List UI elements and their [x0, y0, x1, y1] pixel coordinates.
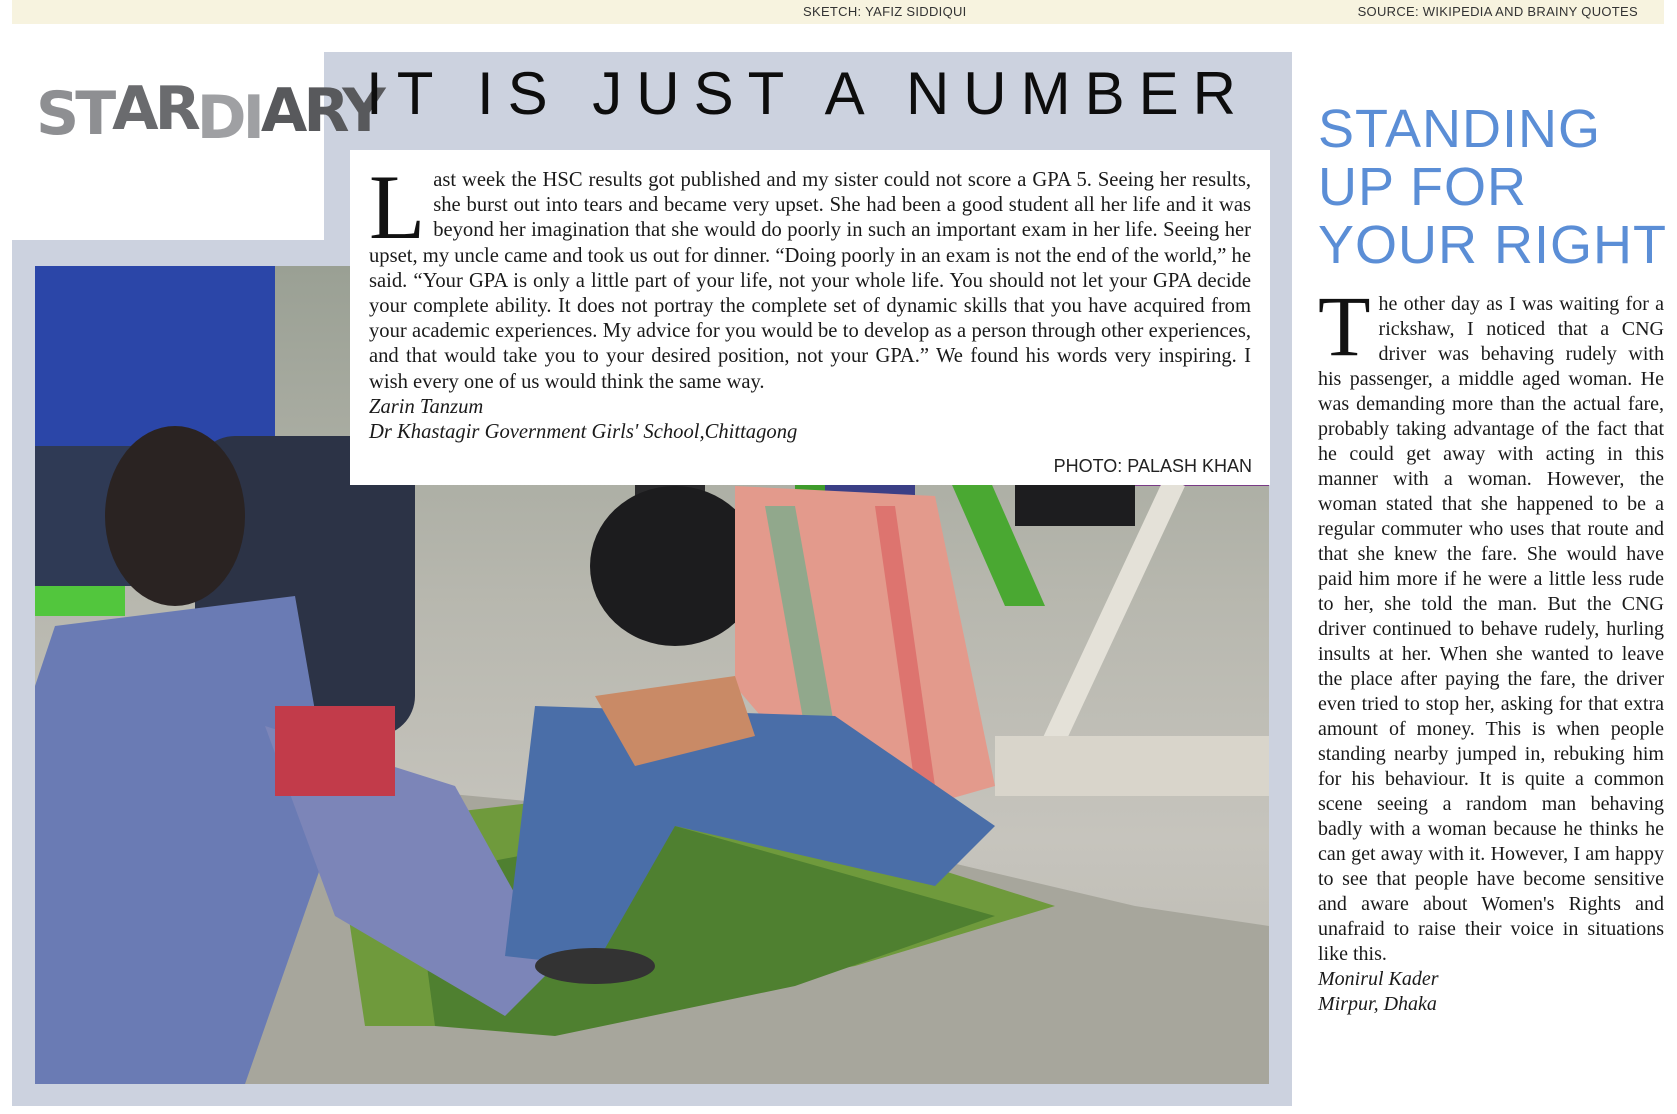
- letter-body: [369, 156, 1251, 395]
- side-story-text-block: [1318, 278, 1664, 967]
- title-line: YOUR RIGHT: [1318, 215, 1668, 275]
- logo-part: DI: [196, 83, 261, 153]
- side-story-title: [1318, 100, 1668, 274]
- logo-part: ST: [36, 79, 113, 149]
- title-line: STANDING: [1318, 99, 1602, 159]
- letter-text: ast week the HSC results got published and my sister could not score a GPA 5. Seeing her results, she burst out into tears and became very upset. She had been a good student all her life and it was beyond her imagination that she would do poorly in such an important exam in her life. Seeing her upset, my uncle came and took us out for dinner. “Doing poorly in an exam is not the end of the world,” he said. “Your GPA is only a little part of your life, not your whole life. You should not let your GPA decide your complete ability. It does not portray the complete set of dynamic skills that you have acquired from your academic experiences. My advice for you would be to develop as a person through other experiences, and that would take you to your desired position, not your GPA.” We found his words very inspiring. I wish every one of us would think the same way.: [369, 169, 1251, 393]
- source-credit: SOURCE: WIKIPEDIA AND BRAINY QUOTES: [1357, 4, 1638, 19]
- author-school: Dr Khastagir Government Girls' School,Chittagong: [369, 420, 798, 443]
- photo-credit: PHOTO: PALASH KHAN: [1053, 456, 1252, 476]
- title-line: UP FOR: [1318, 157, 1528, 217]
- side-author-location: Mirpur, Dhaka: [1318, 993, 1437, 1015]
- side-author-name: Monirul Kader: [1318, 968, 1439, 990]
- letter-text-box: [350, 150, 1270, 485]
- author-name: Zarin Tanzum: [369, 395, 484, 418]
- page-title: IT IS JUST A NUMBER: [366, 60, 1250, 127]
- side-story-text: he other day as I was waiting for a rickshaw, I noticed that a CNG driver was behaving rudely with his passenger, a middle aged woman. He was demanding more than the actual fare, probably taking advantage of the fact that he could get away with acting in this manner with a woman. However, the woman stated that she happened to be a regular commuter who uses that route and that she knew the fare. She would have paid him more if he were a little less rude to her, she told the man. But the CNG driver continued to behave rudely, hurling insults at her. When she wanted to leave the place after paying the fare, the driver even tried to stop her, asking for that extra amount of money. This is when people standing nearby jumped in, rebuking him for his behaviour. It is quite a common scene seeing a random man behaving badly with a woman because he thinks he can get away with it. However, I am happy to see that people have become sensitive and aware about Women's Rights and unafraid to raise their voice in situations like this.: [1318, 293, 1664, 965]
- logo-part: AR: [112, 74, 197, 144]
- sketch-credit: SKETCH: YAFIZ SIDDIQUI: [803, 4, 967, 19]
- logo-part: ARY: [260, 76, 382, 146]
- drop-cap: L: [369, 156, 426, 258]
- credits-bar: [12, 0, 1664, 24]
- side-story-body: [1318, 278, 1664, 1017]
- drop-cap: T: [1318, 278, 1371, 374]
